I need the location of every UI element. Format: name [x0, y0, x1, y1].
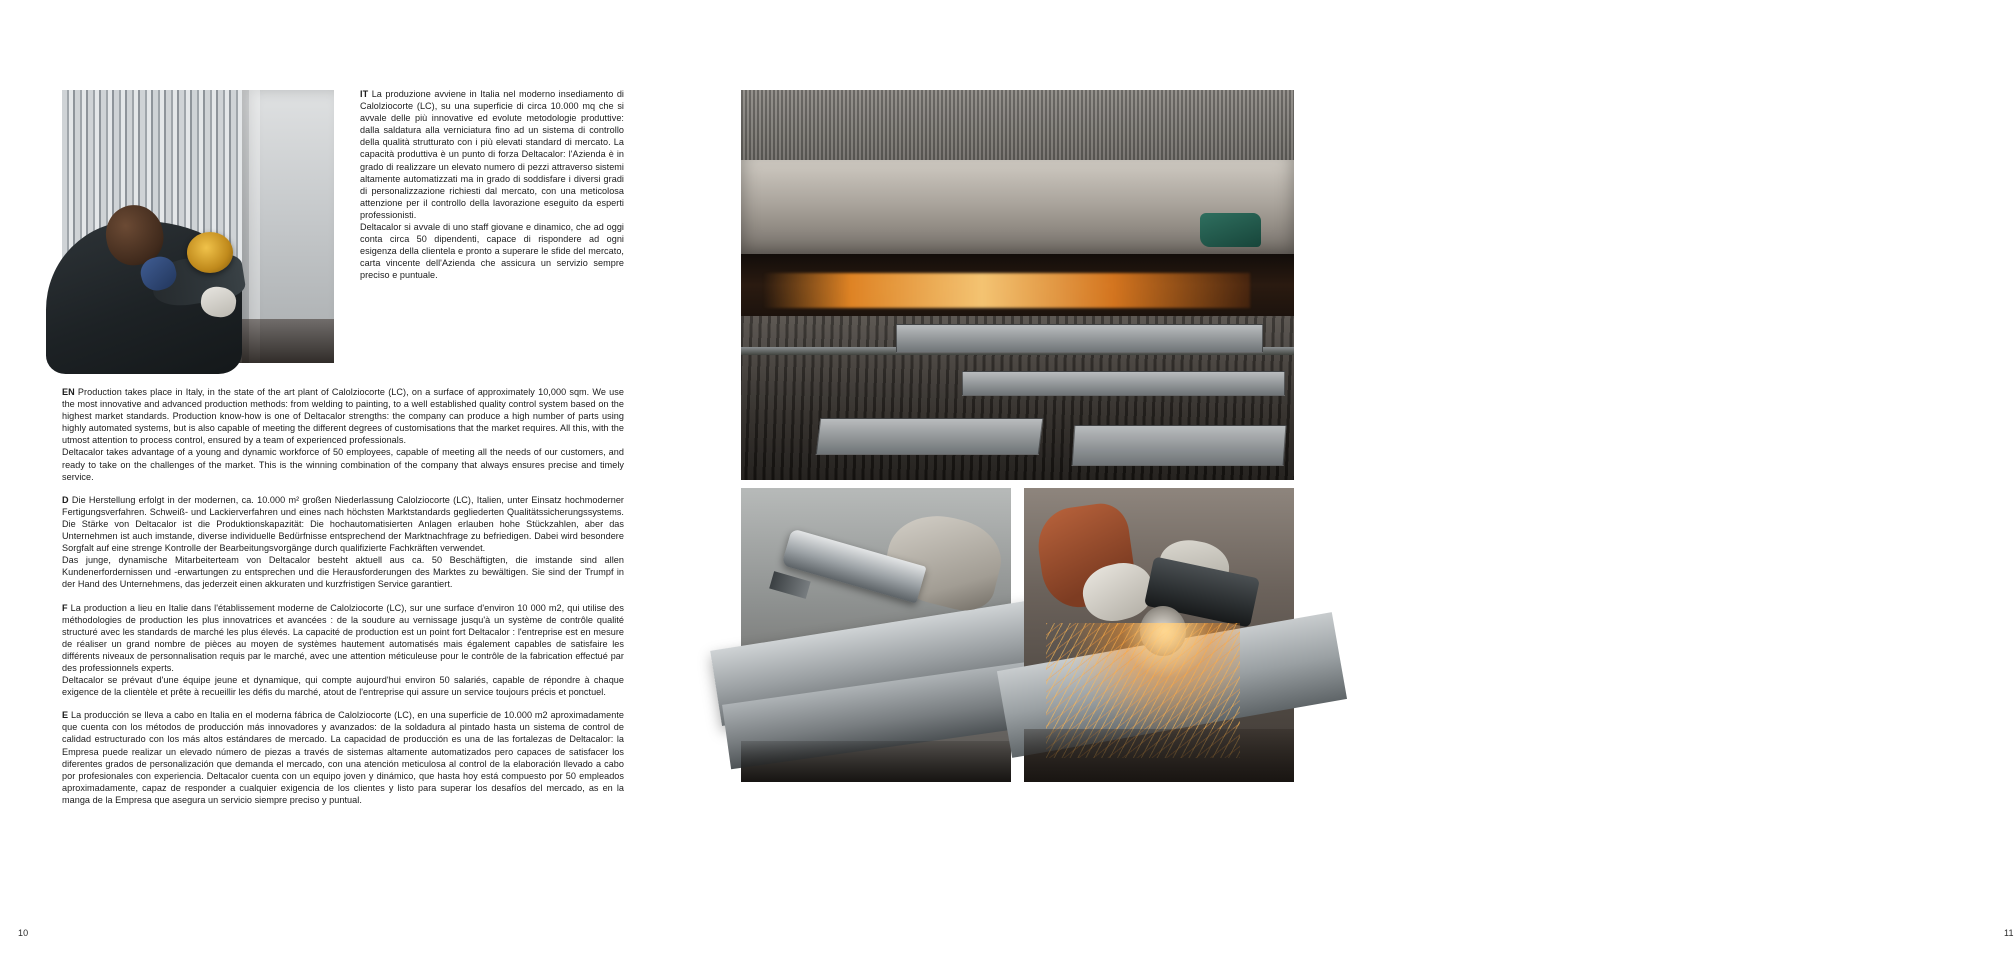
italian-paragraph-2: Deltacalor si avvale di uno staff giovane e dinamico, che ad oggi conta circa 50 dipendenti, capace di rispondere ad ogni esigenza della clientela e pronto a superare le sfide del mercato, carta vincente dell'Azienda che assicura un servizio sempre preciso e puntuale. — [360, 222, 624, 281]
worker-polishing-radiator-photo — [62, 90, 334, 363]
multilingual-text-block — [62, 386, 624, 806]
oven-heat-glow — [763, 273, 1250, 308]
italian-text-column — [360, 88, 624, 282]
right-page — [678, 0, 2014, 959]
radiator-panel — [962, 371, 1285, 396]
grind-foreground-shadow — [1024, 729, 1294, 782]
german-paragraph-1 — [62, 494, 624, 554]
english-paragraph-2: Deltacalor takes advantage of a young and dynamic workforce of 50 employees, capable of meeting all the needs of our customers, and ready to take on the challenges of the market. This is the winning combination of the company that always ensures precise and timely service. — [62, 447, 624, 482]
page-number-right: 11 — [2004, 928, 2014, 938]
oven-hood — [741, 160, 1294, 261]
weld-foreground-shadow — [741, 741, 1011, 782]
french-paragraph-2: Deltacalor se prévaut d'une équipe jeune et dynamique, qui compte aujourd'hui environ 50 salariés, capable de répondre à chaque exigence de la clientèle et prête à recueillir les défis du marché, atout de l'entreprise qui assure un service toujours précis et ponctuel. — [62, 675, 624, 698]
language-tag-en: EN — [62, 387, 75, 397]
german-paragraph-1-text: Die Herstellung erfolgt in der modernen, ca. 10.000 m² großen Niederlassung Calolziocorte (LC), Italien, unter Einsatz hochmoderner Fertigungsverfahren. Schweiß- und Lackierverfahren und eines nach höchsten Marktstandards gegliederten Qualitätssicherungssystems. Die Stärke von Deltacalor ist die Produktionskapazität: Die hochautomatisierten Anlagen erlauben hohe Stückzahlen, aber das Unternehmen ist auch imstande, diverse individuelle Bedürfnisse entsprechend der Marktnachfrage zu befriedigen. Dabei wird besondere Sorgfalt auf eine strenge Kontrolle der Bearbeitungsvorgänge durch qualifizierte Fachkräften verwendet. — [62, 494, 625, 554]
page-number-left: 10 — [18, 928, 29, 938]
angle-grinder-sparks-photo — [1024, 488, 1294, 782]
paint-curing-oven-photo — [741, 90, 1294, 480]
english-block — [62, 386, 624, 483]
left-page — [0, 0, 678, 959]
spanish-paragraph-1-text: La producción se lleva a cabo en Italia en el moderna fábrica de Calolziocorte (LC), en una superficie de 10.000 m2 aproximadamente que cuenta con los métodos de producción más innovadores y avanzados: de la soldadura al pintado hasta un sistema de control de calidad estructurado con los más altos estándares de mercado. La capacidad de producción es una de las fortalezas de Deltacalor: la Empresa puede realizar un elevado número de piezas a través de sistemas altamente automatizados pero capaces de satisfacer los diferentes grados de personalización que demanda el mercado, con una atención meticulosa al control de la elaboración llevado a cabo por profesionales con experiencia. Deltacalor cuenta con un equipo joven y dinámico, que hasta hoy está compuesto por 50 empleados aproximadamente, capaz de responder a cualquier exigencia de los clientes y listo para superar los desafíos del mercado, as en la manga de la Empresa que asegura un servicio siempre preciso y puntual. — [62, 710, 624, 805]
radiator-panel — [1071, 425, 1286, 466]
radiator-panel — [896, 324, 1263, 353]
french-paragraph-1-text: La production a lieu en Italie dans l'établissement moderne de Calolziocorte (LC), sur une surface d'environ 10 000 m2, qui utilise des méthodologies de production les plus innovatrices et avancées : de la soudure au vernissage jusqu'à un système de contrôle qualité structuré avec les standards de marché les plus élevés. La capacité de production est un point fort Deltacalor : l'entreprise est en mesure de réaliser un grand nombre de pièces au moyen de systèmes hautement automatisés mais également capables de satisfaire les différents niveaux de personnalisation requis par le marché, avec une attention méticuleuse pour le contrôle de la fabrication effectué par des professionnels experts. — [62, 602, 624, 673]
english-paragraph-1-text: Production takes place in Italy, in the state of the art plant of Calolziocorte (LC), on a surface of approximately 10,000 sqm. We use the most innovative and advanced production methods: from welding to painting, to a well established quality control system based on the highest market standards. Production know-how is one of Deltacalor strengths: the company can produce a high number of parts using highly automated systems, but is also capable of meeting the different degrees of customisations that the market requires. All this, with the utmost attention to process control, ensured by a team of experienced professionals. — [62, 387, 624, 446]
welding-station-photo — [741, 488, 1011, 782]
german-paragraph-2: Das junge, dynamische Mitarbeiterteam von Deltacalor besteht aktuell aus ca. 50 Beschäftigten, die imstande sind allen Kundenerfordernissen und -erwartungen zu entsprechen und die Herausforderungen des Marktes zu bewältigen. Sie sind der Trumpf in der Hand des Unternehmens, das jederzeit einen akkuraten und kurzfristigen Service garantiert. — [62, 555, 624, 590]
radiator-panel — [816, 418, 1044, 455]
language-tag-de: D — [62, 494, 69, 505]
language-tag-es: E — [62, 710, 69, 721]
language-tag-fr: F — [62, 602, 68, 613]
italian-paragraph-1-text: La produzione avviene in Italia nel moderno insediamento di Calolziocorte (LC), su una superficie di circa 10.000 mq che si avvale delle più innovative ed evolute metodologie produttive: dalla saldatura alla verniciatura fino ad un sistema di controllo della qualità strutturato con i più elevati standard di mercato. La capacità produttiva è un punto di forza Deltacalor: l'Azienda è in grado di realizzare un elevato numero di pezzi attraverso sistemi altamente automatizzati ma in grado di soddisfare i diversi gradi di personalizzazione richiesti dal mercato, con una meticolosa attenzione per il controllo della lavorazione eseguito da esperti professionisti. — [360, 89, 624, 220]
spanish-block — [62, 709, 624, 806]
language-tag-it: IT — [360, 89, 369, 99]
spanish-paragraph-1 — [62, 709, 624, 806]
german-block — [62, 494, 624, 591]
polishing-tool — [187, 232, 233, 273]
french-paragraph-1 — [62, 602, 624, 675]
french-block — [62, 602, 624, 699]
italian-paragraph-1 — [360, 88, 624, 221]
english-paragraph-1 — [62, 386, 624, 446]
